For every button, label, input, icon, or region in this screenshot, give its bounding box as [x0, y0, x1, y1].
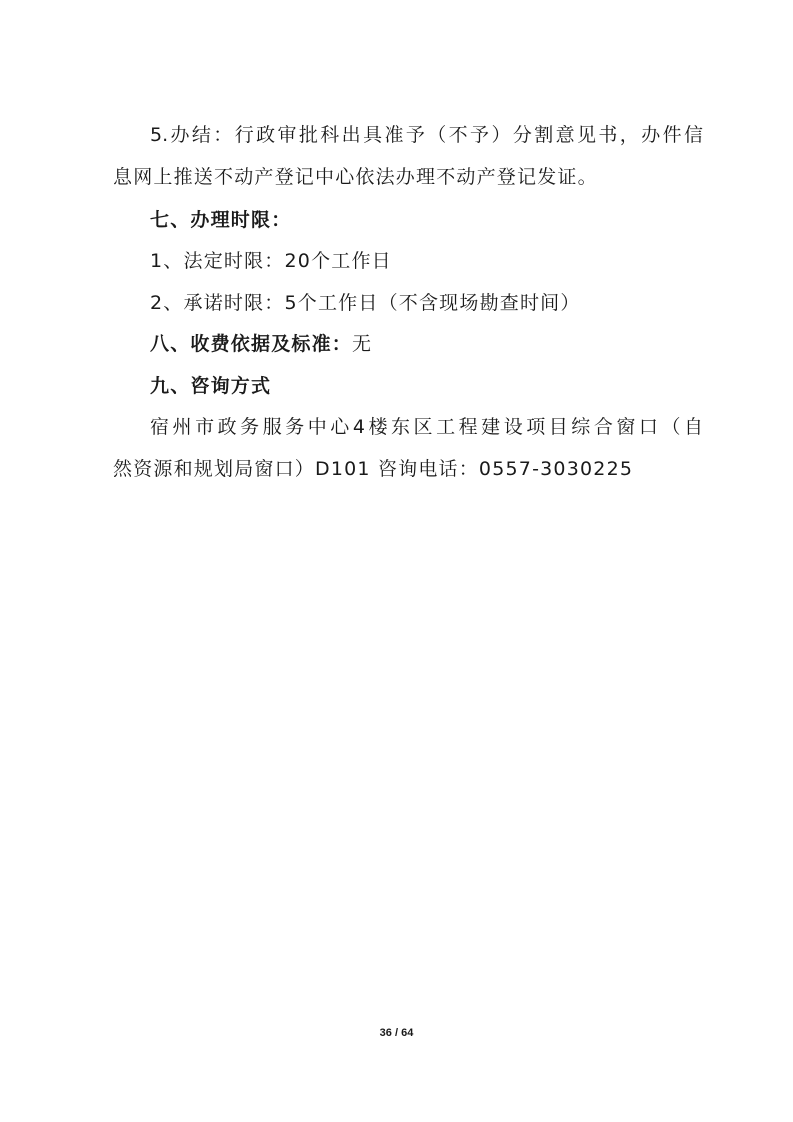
section-9-heading: 九、咨询方式: [150, 375, 272, 397]
step-5-line-1: 5.办结：行政审批科出具准予（不予）分割意见书，办件信: [150, 124, 703, 146]
promised-time-limit: 2、承诺时限：5个工作日（不含现场勘查时间）: [150, 292, 581, 314]
step-5-line-2: 息网上推送不动产登记中心依法办理不动产登记发证。: [113, 166, 598, 188]
statutory-time-limit: 1、法定时限：20个工作日: [150, 250, 392, 272]
consult-location-line-1: 宿州市政务服务中心4楼东区工程建设项目综合窗口（自: [150, 416, 703, 438]
page-number: 36 / 64: [379, 1027, 414, 1039]
consult-location-line-2: 然资源和规划局窗口）D101 咨询电话：0557-3030225: [113, 458, 634, 480]
fee-value: 无: [352, 333, 373, 355]
section-8-heading: 八、收费依据及标准：: [150, 333, 353, 355]
section-7-heading: 七、办理时限：: [150, 209, 292, 231]
section-8-line: [150, 335, 703, 354]
